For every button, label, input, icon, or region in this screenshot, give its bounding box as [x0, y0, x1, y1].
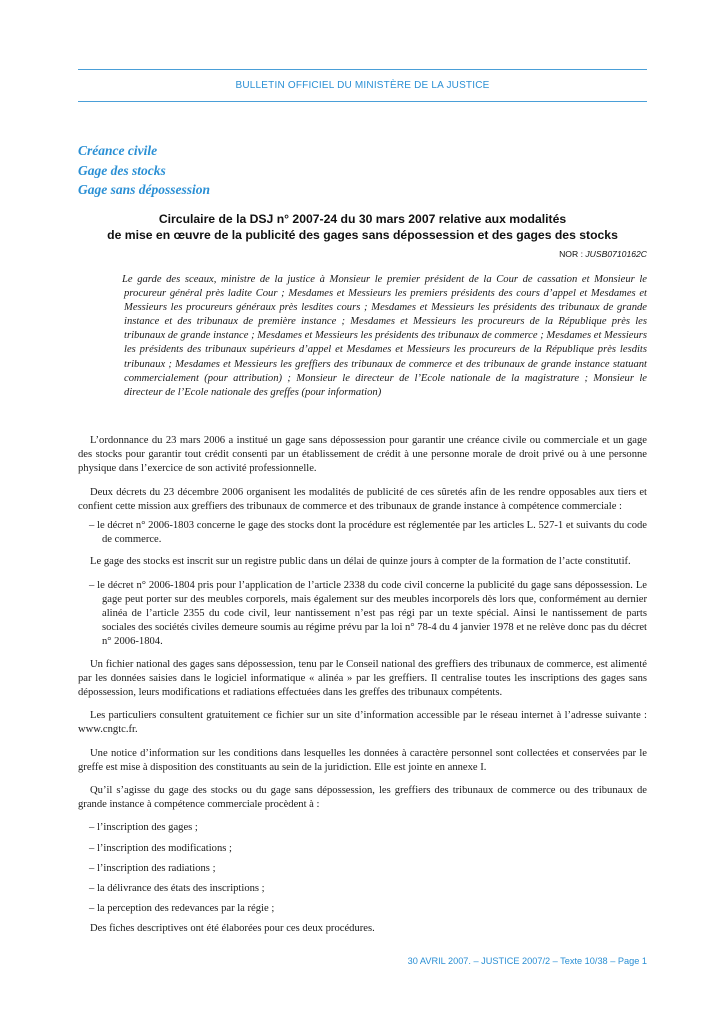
list-item-inscription-gages: – l’inscription des gages ; — [89, 822, 198, 834]
rubric-gage-des-stocks: Gage des stocks — [78, 162, 166, 178]
bulletin-header-title: BULLETIN OFFICIEL DU MINISTÈRE DE LA JUSTICE — [235, 80, 490, 91]
list-item-inscription-modifications: – l’inscription des modifications ; — [89, 842, 232, 854]
rubric-list — [78, 141, 210, 200]
rubric-gage-sans-depossession: Gage sans dépossession — [78, 182, 211, 197]
body-paragraph-registre: Le gage des stocks est inscrit sur un registre public dans un délai de quinze jours à compter de la formation de l’acte constitutif. — [90, 556, 631, 568]
body-paragraph-particuliers: Les particuliers consultent gratuitement ce fichier sur un site d’information accessible par le réseau internet à l’adresse suivante : www.cngtc.fr. — [78, 710, 647, 736]
circular-title-line-2: de mise en œuvre de la publicité des gages sans dépossession et des gages des stocks — [107, 228, 618, 242]
circular-title — [78, 211, 647, 243]
body-paragraph-notice: Une notice d’information sur les conditions dans lesquelles les données à caractère personnel sont collectées et conservées par le greffe est mise à disposition des constituants au sein de la juridiction. Elle est jointe en annexe I. — [78, 747, 647, 773]
body-paragraph-fichier-national: Un fichier national des gages sans dépossession, tenu par le Conseil national des greffiers des tribunaux de commerce, est alimenté par les données saisies dans le logiciel informatique « alinéa » par les greffiers. Il centralise toutes les inscriptions des gages sans dépossession, leurs modifications et radiations effectuées dans les greffes des tribunaux compétents. — [78, 658, 647, 699]
list-item-decret-1804: – le décret n° 2006-1804 pris pour l’application de l’article 2338 du code civil concerne la publicité du gage sans dépossession. Le gage peut porter sur des meubles corporels, mais également sur des meubles incorporels dès lors que, conformément au dernier alinéa de l’article 2355 du code civil, leur nantissement n’est pas régi par un texte spécial. Ainsi le nantissement de parts sociales des sociétés civiles demeure soumis au régime prévu par la loi n° 78-4 du 4 janvier 1978 et ne relève donc pas du décret n° 2006-1804. — [89, 579, 647, 648]
circular-title-line-1: Circulaire de la DSJ n° 2007-24 du 30 mars 2007 relative aux modalités — [158, 212, 567, 226]
body-paragraph-ordonnance: L’ordonnance du 23 mars 2006 a institué un gage sans dépossession pour garantir une créance civile ou commerciale et un gage des stocks pour garantir tout crédit consenti par un établissement de crédit à une personne morale de droit privé ou à une personne physique dans l’exercice de son activité professionnelle. — [78, 435, 647, 475]
nor-value: JUSB0710162C — [585, 249, 647, 259]
nor-label: NOR : — [559, 249, 583, 259]
circular-body — [78, 434, 647, 946]
page-footer: 30 AVRIL 2007. – JUSTICE 2007/2 – Texte 10/38 – Page 1 — [407, 956, 647, 966]
list-item-delivrance-etats: – la délivrance des états des inscriptions ; — [89, 883, 265, 895]
list-item-perception-redevances: – la perception des redevances par la régie ; — [89, 903, 275, 915]
body-paragraph-greffiers: Qu’il s’agisse du gage des stocks ou du gage sans dépossession, les greffiers des tribunaux de commerce ou des tribunaux de grande instance à compétence commerciale procèdent à : — [78, 785, 647, 811]
addressee-paragraph: Le garde des sceaux, ministre de la justice à Monsieur le premier président de la Cour de cassation et Monsieur le procureur général près ladite Cour ; Mesdames et Messieurs les premiers présidents des cours d’appel et Mesdames et Messieurs les procureurs généraux près lesdites cours ; Mesdames et Messieurs les présidents des tribunaux de grande instance et des tribunaux de première instance ; Mesdames et Messieurs les procureurs de la République près les tribunaux de grande instance ; Mesdames et Messieurs les présidents des tribunaux de commerce ; Mesdames et Messieurs les présidents des tribunaux supérieurs d’appel et Mesdames et Messieurs les procureurs de la République près lesdits tribunaux ; Mesdames et Messieurs les greffiers des tribunaux de commerce et des tribunaux de grande instance statuant commercialement (pour attribution) ; Monsieur le directeur de l’Ecole nationale de la magistrature ; Monsieur le directeur de l’Ecole nationale des greffes (pour information) — [122, 274, 648, 398]
rubric-creance-civile: Créance civile — [78, 143, 158, 158]
header-rule-top — [78, 69, 647, 70]
header-rule-bottom — [78, 101, 647, 102]
body-paragraph-fiches: Des fiches descriptives ont été élaborées pour ces deux procédures. — [90, 923, 375, 935]
body-paragraph-decrets: Deux décrets du 23 décembre 2006 organisent les modalités de publicité de ces sûretés afin de les rendre opposables aux tiers et confient cette mission aux greffiers des tribunaux de commerce et des tribunaux de grande instance à compétence commerciale : — [78, 486, 647, 512]
nor-reference — [559, 249, 647, 259]
list-item-inscription-radiations: – l’inscription des radiations ; — [89, 862, 216, 874]
list-item-decret-1803: – le décret n° 2006-1803 concerne le gage des stocks dont la procédure est réglementée par les articles L. 527-1 et suivants du code de commerce. — [89, 520, 647, 546]
